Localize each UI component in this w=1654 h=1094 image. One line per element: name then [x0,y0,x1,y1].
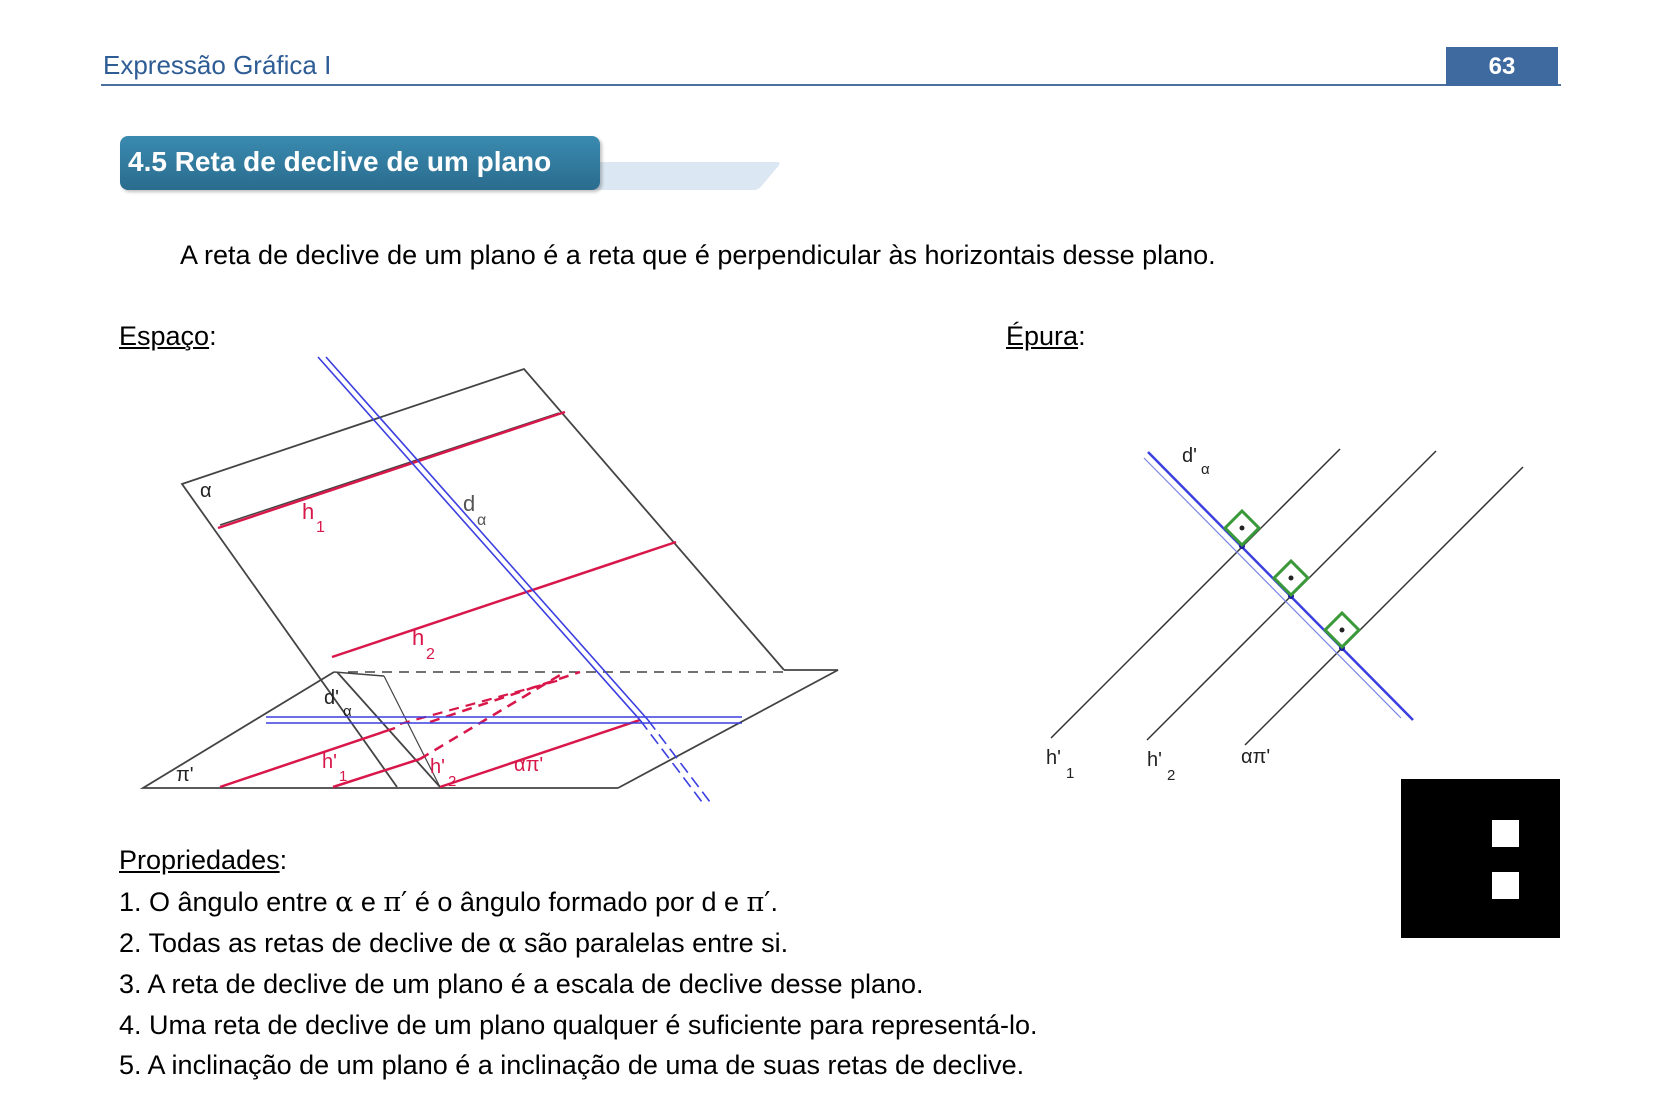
line-d-alpha-a [318,357,640,720]
properties-title [119,845,287,876]
proj-h2-dashed [430,672,580,722]
property-1-g: . [770,887,778,917]
property-1-alpha: α [335,887,354,918]
property-2-c: são paralelas entre si. [516,928,789,958]
property-1-c: e [353,887,384,917]
page-number: 63 [1446,47,1558,86]
property-3: 3. A reta de declive de um plano é a escala de declive desse plano. [119,969,924,999]
property-4: 4. Uma reta de declive de um plano qualquer é suficiente para representá-lo. [119,1010,1038,1040]
property-1-pi-2: π′ [746,887,771,918]
qr-module-bottom [1492,872,1519,899]
label-h2-prime-sub: 2 [448,773,457,790]
right-angle-marker-3 [1325,613,1359,647]
epura-label-colon: : [1078,321,1086,351]
running-header-title: Expressão Gráfica I [103,50,332,80]
label-h1: h [302,499,315,524]
label-pi: π' [176,764,194,786]
qr-code [1401,779,1560,938]
epura-label-h1-sub: 1 [1066,765,1075,782]
property-1-e: é o ângulo formado por d e [407,887,747,917]
epura-label-h1: h' [1046,747,1061,769]
epura-label-h2: h' [1147,749,1162,771]
line-h1-prime [220,728,395,787]
epura-line-alphapi [1245,467,1523,745]
label-d-sub: α [477,512,487,529]
label-h2: h [412,625,425,650]
property-2 [119,928,788,959]
label-h2-prime: h' [430,756,445,778]
space-diagram [143,357,838,802]
epura-line-h1 [1051,449,1340,738]
property-5: 5. A inclinação de um plano é a inclinação de uma de suas retas de declive. [119,1050,1025,1080]
qr-module-top [1492,820,1519,847]
plane-pi-outline-right [618,670,838,788]
properties-title-colon: : [279,845,288,875]
pi-left-line [334,672,384,676]
epura-label-text: Épura [1006,321,1079,351]
epura-label-alphapi: απ' [1241,746,1271,768]
line-h2 [332,542,676,657]
properties-title-text: Propriedades [119,845,280,875]
label-alpha: α [200,480,212,502]
epura-dprime-b [1144,458,1401,718]
label-d: d [463,491,476,516]
right-angle-marker-2 [1274,561,1308,595]
label-h2-sub: 2 [426,646,435,663]
epura-label-dprime-sub: α [1201,461,1210,478]
space-label-text: Espaço [119,321,210,351]
epura-label-dprime: d' [1182,445,1197,467]
epura-label-h2-sub: 2 [1167,767,1176,784]
plane-alpha-outline [182,369,784,787]
property-1-pi: π′ [383,887,408,918]
line-d-alpha-dash-a [640,720,702,802]
line-d-alpha-b [326,357,648,720]
intro-paragraph: A reta de declive de um plano é a reta que é perpendicular às horizontais desse plano. [180,240,1216,270]
space-label-colon: : [209,321,217,351]
property-1-a: 1. O ângulo entre [119,887,336,917]
epura-diagram [1046,445,1523,784]
label-h1-sub: 1 [316,519,325,536]
label-h1-prime: h' [322,751,337,773]
line-d-alpha-dash-b [648,720,710,802]
line-h1 [218,412,565,528]
label-h1-prime-sub: 1 [339,768,348,785]
section-title: 4.5 Reta de declive de um plano [128,146,552,177]
label-dprime-sub: α [343,703,352,720]
property-1 [119,887,778,918]
right-angle-marker-1 [1225,511,1259,545]
property-2-a: 2. Todas as retas de declive de [119,928,499,958]
label-dprime: d' [324,687,339,709]
property-2-alpha: α [498,928,517,959]
label-alphapi: απ' [514,754,544,776]
